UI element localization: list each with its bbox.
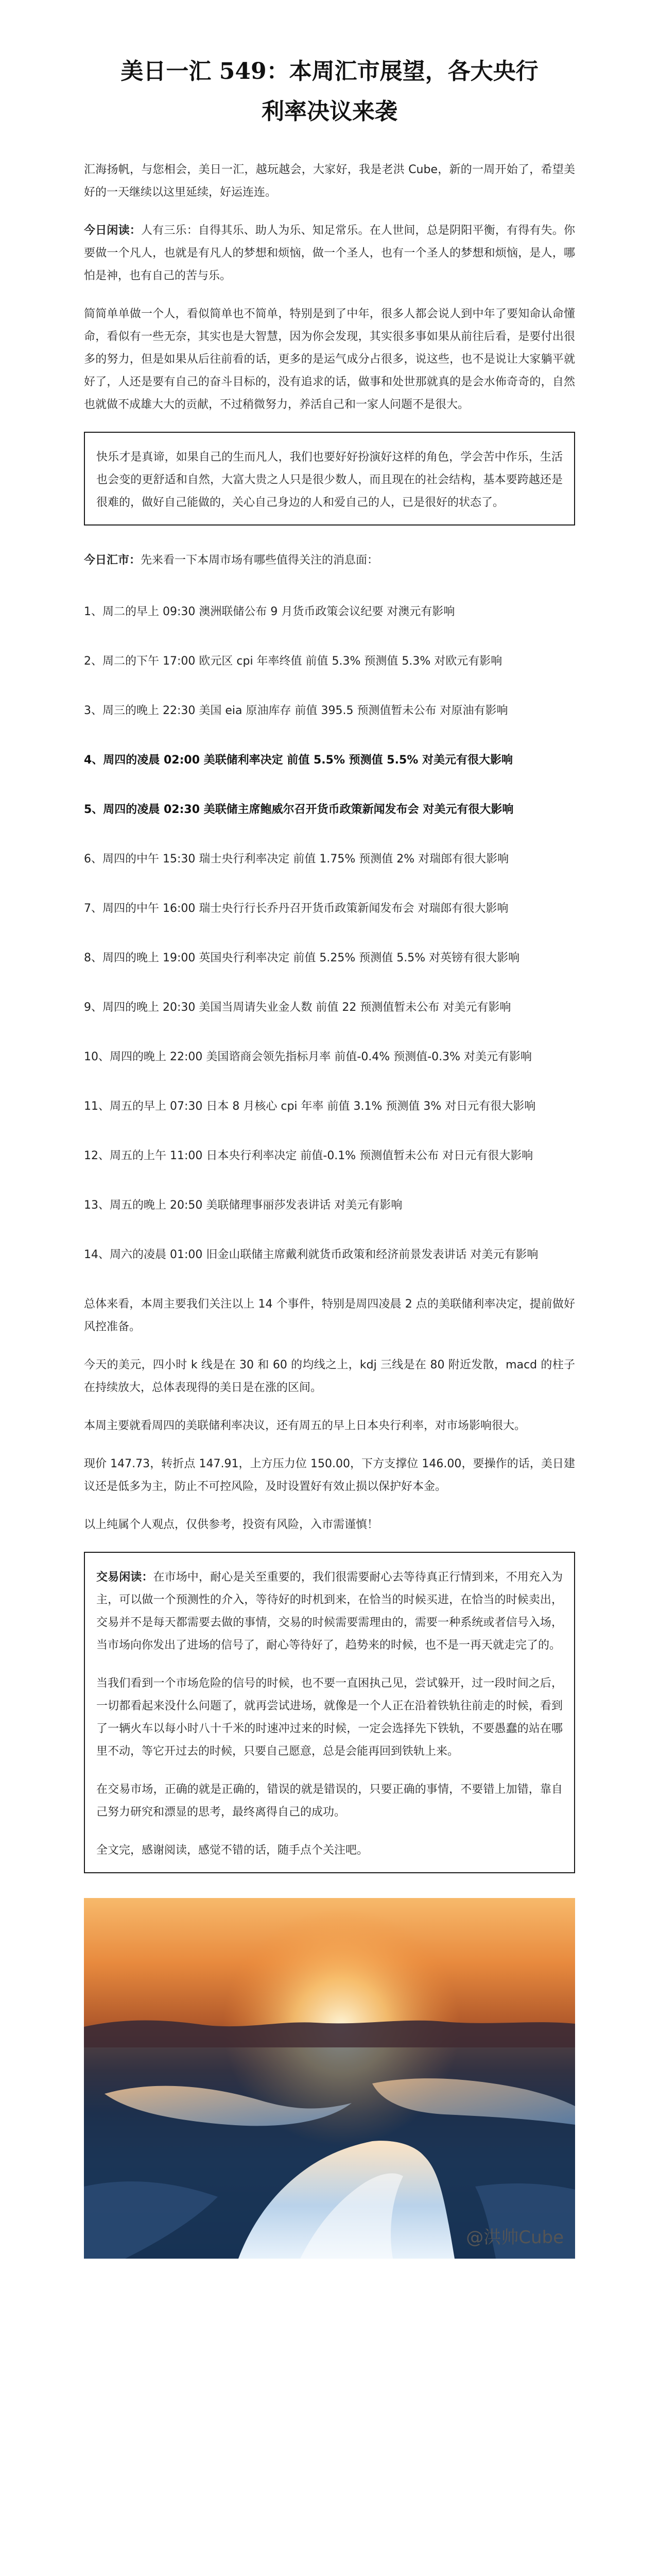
- event-item: 5、周四的凌晨 02:30 美联储主席鲍威尔召开货币政策新闻发布会 对美元有很大影响: [84, 803, 514, 816]
- event-item: 13、周五的晚上 20:50 美联储理事丽莎发表讲话 对美元有影响: [84, 1199, 403, 1212]
- event-item: 1、周二的早上 09:30 澳洲联储公布 9 月货币政策会议纪要 对澳元有影响: [84, 605, 455, 618]
- trade-paragraph-2: 当我们看到一个市场危险的信号的时候，也不要一直困执己见，尝试躲开，过一段时间之后，一切都看起来没什么问题了，就再尝试进场，就像是一个人正在沿着铁轨往前走的时候，看到了一辆火车以每小时八十千米的时速冲过来的时候，一定会选择先下铁轨，不要愚蠢的站在哪里不动，等它开过去的时候，只要自己愿意，总是会能再回到铁轨上来。: [96, 1677, 563, 1758]
- event-item: 14、周六的凌晨 01:00 旧金山联储主席戴利就货币政策和经济前景发表讲话 对美元有影响: [84, 1248, 539, 1261]
- article-title: [84, 52, 575, 132]
- summary-paragraph-2: 今天的美元，四小时 k 线是在 30 和 60 的均线之上，kdj 三线是在 80 附近发散，macd 的柱子在持续放大，总体表现得的美日是在涨的区间。: [84, 1359, 575, 1394]
- greeting-paragraph: 汇海扬帆，与您相会，美日一汇，越玩越会，大家好，我是老洪 Cube，新的一周开始了，希望美好的一天继续以这里延续，好运连连。: [84, 163, 575, 199]
- life-paragraph-3: 快乐才是真谛，如果自己的生而凡人，我们也要好好扮演好这样的角色，学会苦中作乐，生活也会变的更舒适和自然，大富大贵之人只是很少数人，而且现在的社会结构，基本要跨越还是很难的，做好自己能做的，关心自己身边的人和爱自己的人，已是很好的状态了。: [96, 451, 563, 509]
- event-item: 11、周五的早上 07:30 日本 8 月核心 cpi 年率 前值 3.1% 预测值 3% 对日元有很大影响: [84, 1100, 536, 1113]
- sunset-ice-illustration: [84, 1898, 575, 2259]
- trade-paragraph-1: [96, 1566, 563, 1657]
- summary-paragraph-1: 总体来看，本周主要我们关注以上 14 个事件，特别是周四凌晨 2 点的美联储利率决定，提前做好风控准备。: [84, 1298, 575, 1333]
- happiness-box: [84, 432, 575, 526]
- event-item: 3、周三的晚上 22:30 美国 eia 原油库存 前值 395.5 预测值暂未公布 对原油有影响: [84, 704, 508, 717]
- closing-paragraph: 全文完，感谢阅读，感觉不错的话，随手点个关注吧。: [96, 1844, 369, 1857]
- trade-paragraph-3: 在交易市场，正确的就是正确的，错误的就是错误的，只要正确的事情，不要错上加错，靠自己努力研究和漂显的思考，最终离得自己的成功。: [96, 1783, 563, 1819]
- title-line-2: 利率决议来袭: [262, 98, 397, 125]
- trade-read-text: 在市场中，耐心是关至重要的，我们很需要耐心去等待真正行情到来，不用充入为主，可以做一个预测性的介入，等待好的时机到来，在恰当的时候买进，在恰当的时候卖出，交易并不是每天都需要去做的事情，交易的时候需要需理由的，需要一种系统或者信号入场，当市场向你发出了进场的信号了，耐心等待好了，趋势来的时候，也不是一再天就走完了的。: [96, 1571, 563, 1652]
- event-item: 2、周二的下午 17:00 欧元区 cpi 年率终值 前值 5.3% 预测值 5.3% 对欧元有影响: [84, 655, 502, 668]
- market-intro-text: 先来看一下本周市场有哪些值得关注的消息面：: [141, 554, 379, 567]
- article-body: [84, 159, 575, 1873]
- event-item: 8、周四的晚上 19:00 英国央行利率决定 前值 5.25% 预测值 5.5% 对英镑有很大影响: [84, 952, 520, 964]
- event-item: 7、周四的中午 16:00 瑞士央行行长乔丹召开货币政策新闻发布会 对瑞郎有很大影响: [84, 902, 509, 915]
- life-paragraph-2: 简简单单做一个人，看似简单也不简单，特别是到了中年，很多人都会说人到中年了要知命认命懂命，看似有一些无奈，其实也是大智慧，因为你会发现，其实很多事如果从前往后看，是要付出很多的努力，但是如果从后往前看的话，更多的是运气成分占很多，说这些，也不是说让大家躺平就好了，人还是要有自己的奋斗目标的，没有追求的话，做事和处世那就真的是会水佈奇奇的，自然也就做不成雄大大的贡献，不过稍微努力，养活自己和一家人问题不是很大。: [84, 308, 575, 411]
- summary-paragraph-3: 本周主要就看周四的美联储利率决议，还有周五的早上日本央行利率，对市场影响很大。: [84, 1419, 526, 1432]
- today-read-paragraph: [84, 219, 575, 287]
- event-item: 9、周四的晚上 20:30 美国当周请失业金人数 前值 22 预测值暂未公布 对美元有影响: [84, 1001, 511, 1014]
- event-item: 4、周四的凌晨 02:00 美联储利率决定 前值 5.5% 预测值 5.5% 对美元有很大影响: [84, 754, 513, 767]
- today-read-text: 人有三乐：自得其乐、助人为乐、知足常乐。在人世间，总是阴阳平衡，有得有失。你要做一个凡人，也就是有凡人的梦想和烦恼，做一个圣人，也有一个圣人的梦想和烦恼，是人，哪怕是神，也有自己的苦与乐。: [84, 224, 575, 282]
- event-item: 6、周四的中午 15:30 瑞士央行利率决定 前值 1.75% 预测值 2% 对瑞郎有很大影响: [84, 853, 509, 866]
- market-intro-paragraph: [84, 549, 575, 572]
- author-watermark: @洪帅Cube: [466, 2227, 564, 2248]
- title-line-1: 美日一汇 549：本周汇市展望，各大央行: [120, 58, 539, 84]
- today-read-label: 今日闲读：: [84, 224, 141, 237]
- event-item: 10、周四的晚上 22:00 美国谘商会领先指标月率 前值-0.4% 预测值-0.3% 对美元有影响: [84, 1050, 532, 1063]
- disclaimer-paragraph: 以上纯属个人观点，仅供参考，投资有风险，入市需谨慎！: [84, 1518, 379, 1531]
- event-item: 12、周五的上午 11:00 日本央行利率决定 前值-0.1% 预测值暂未公布 对日元有很大影响: [84, 1149, 533, 1162]
- trade-read-label: 交易闲读：: [96, 1571, 153, 1584]
- market-intro-label: 今日汇市：: [84, 554, 141, 567]
- summary-paragraph-4: 现价 147.73，转折点 147.91，上方压力位 150.00，下方支撑位 146.00，要操作的话，美日建议还是低多为主，防止不可控风险，及时设置好有效止损以保护好本金。: [84, 1458, 575, 1493]
- article-page: [84, 0, 575, 2576]
- trade-read-box: [84, 1552, 575, 1873]
- event-list: [84, 601, 575, 1266]
- sunset-ice-photo: [84, 1898, 575, 2259]
- horizon-silhouette: [84, 2021, 575, 2048]
